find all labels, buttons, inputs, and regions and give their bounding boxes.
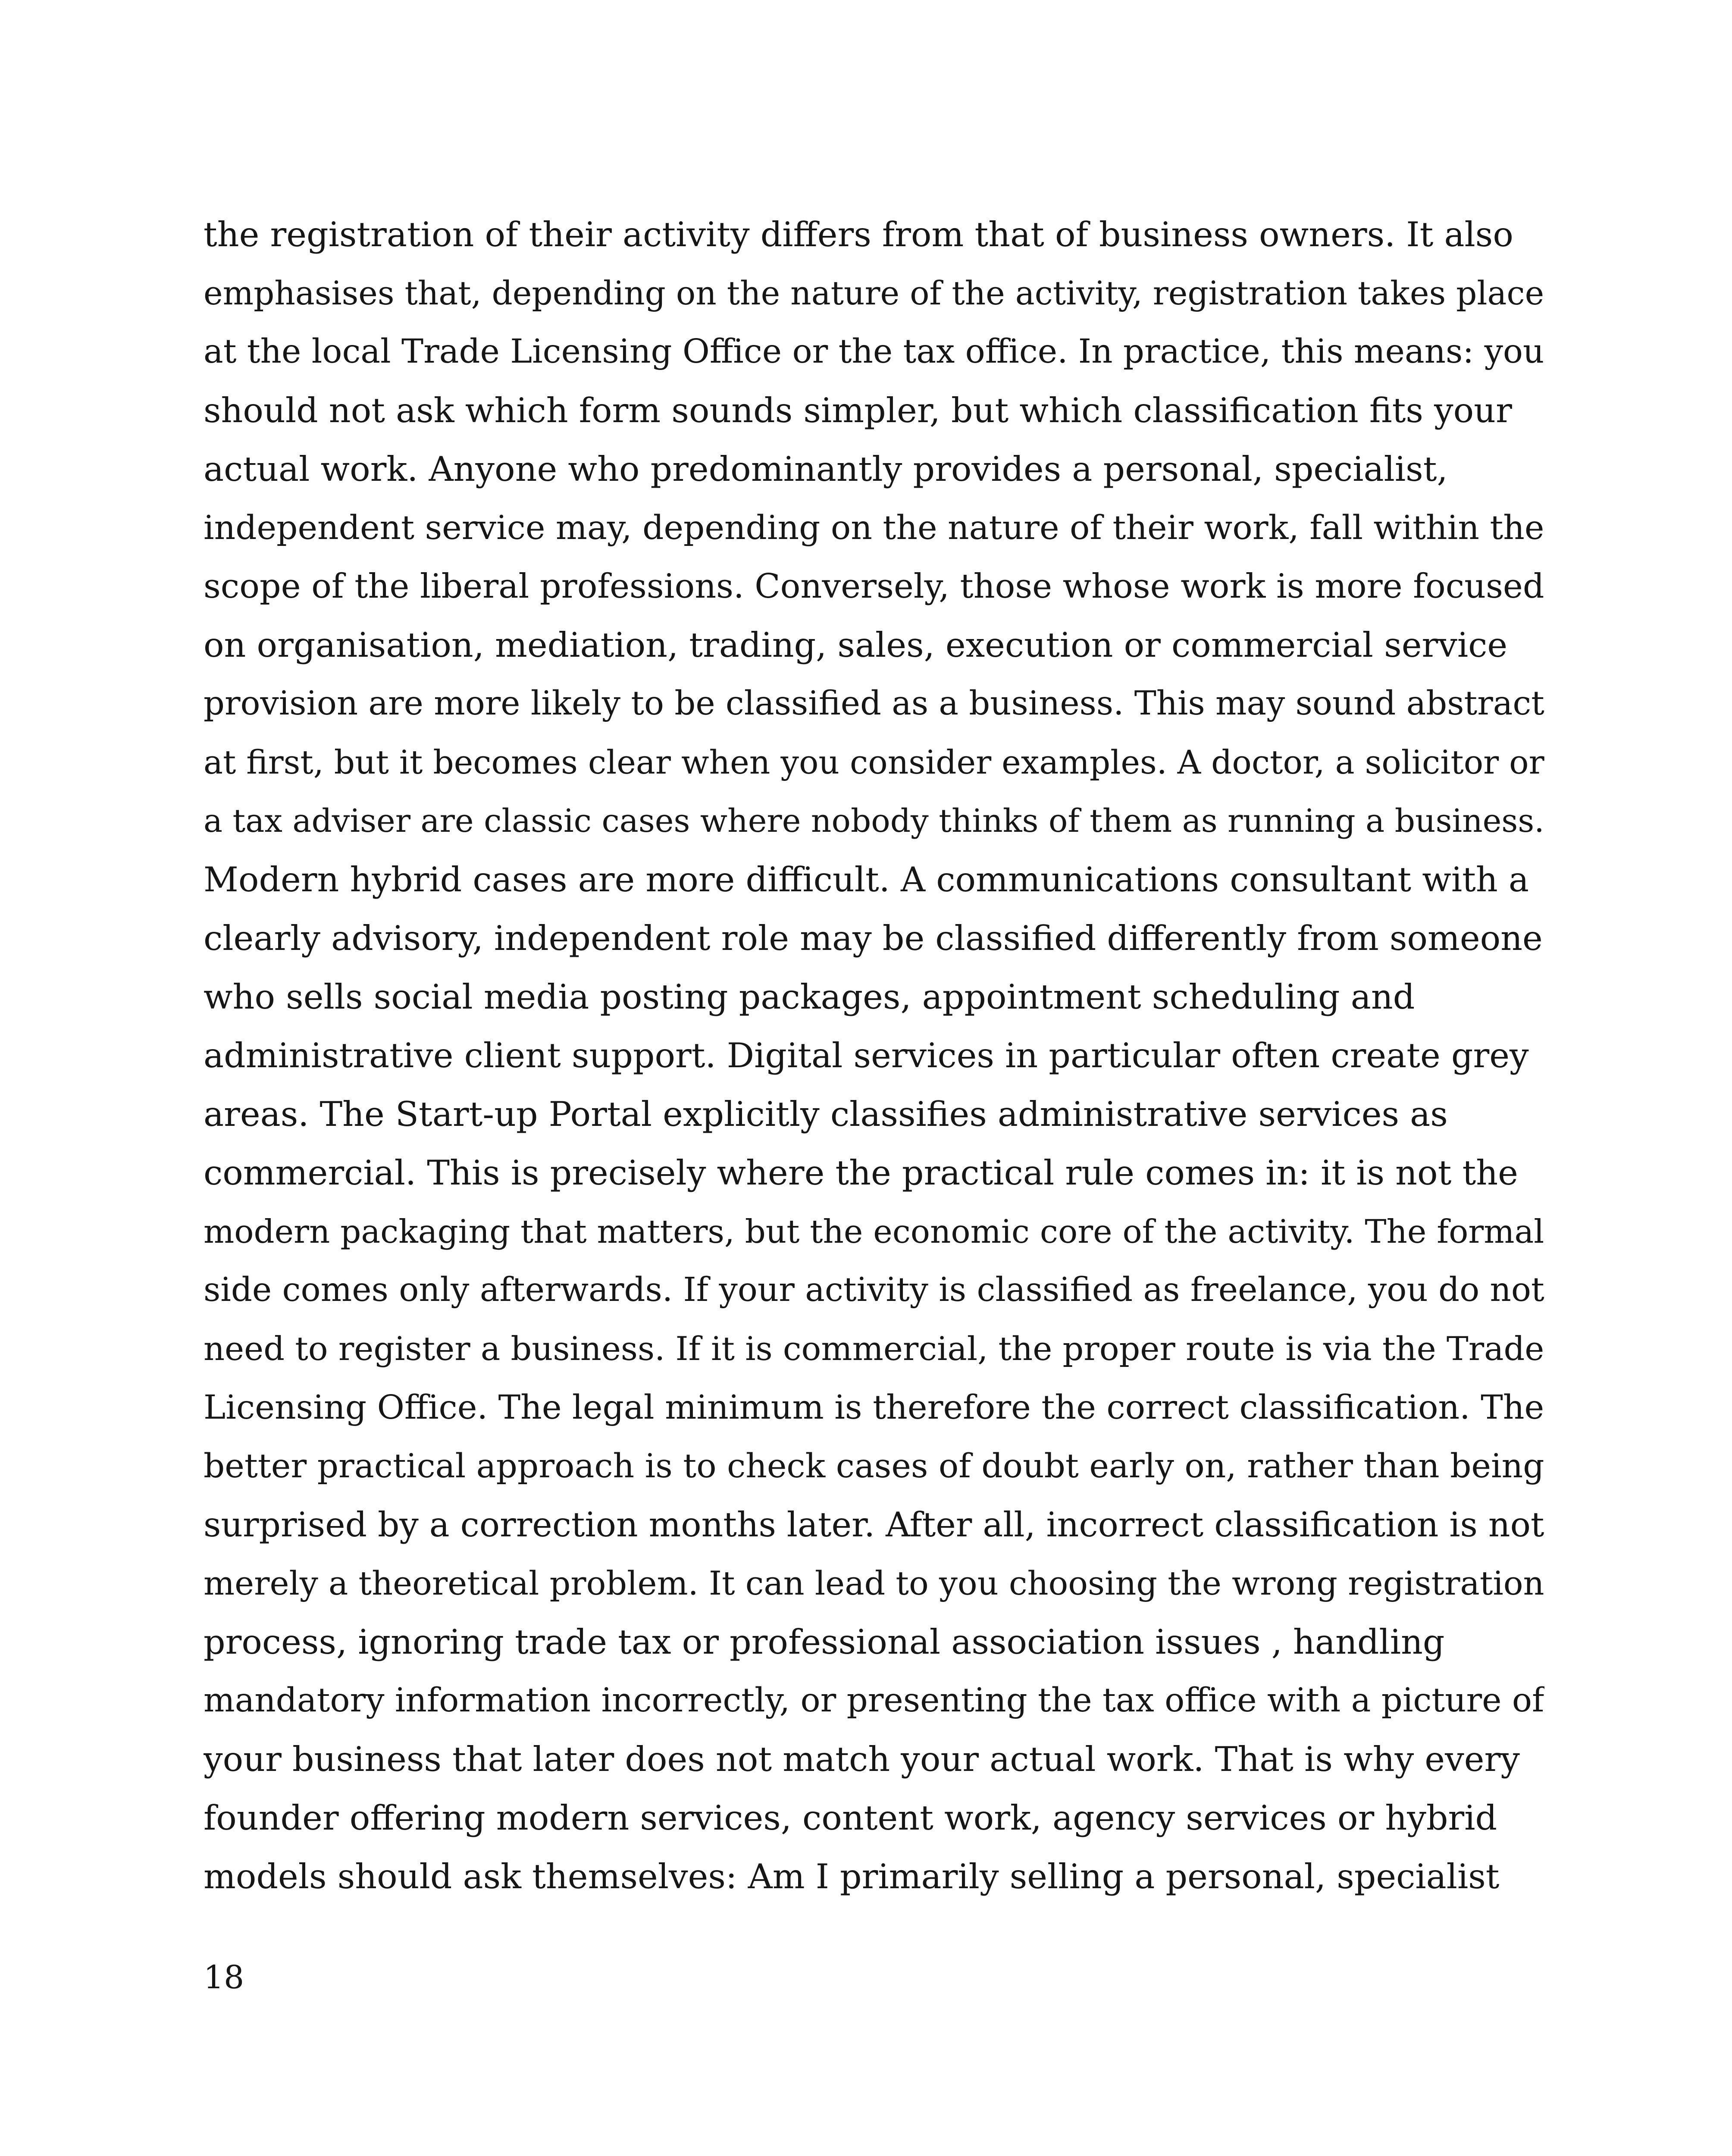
text-line: provision are more likely to be classified as a business. This may sound abstract: [204, 684, 1544, 723]
text-line: independent service may, depending on the nature of their work, fall within the: [204, 508, 1544, 547]
text-line: modern packaging that matters, but the economic core of the activity. The formal: [204, 1213, 1544, 1250]
text-line: Modern hybrid cases are more difficult. A communications consultant with a: [204, 860, 1529, 899]
text-line: commercial. This is precisely where the practical rule comes in: it is not the: [204, 1153, 1518, 1193]
text-line: areas. The Start-up Portal explicitly classifies administrative services as: [204, 1094, 1448, 1134]
text-line: clearly advisory, independent role may be classified differently from someone: [204, 918, 1543, 958]
text-line: the registration of their activity differs from that of business owners. It also: [204, 215, 1513, 254]
text-line: actual work. Anyone who predominantly provides a personal, specialist,: [204, 449, 1448, 489]
text-line: better practical approach is to check cases of doubt early on, rather than being: [204, 1447, 1544, 1485]
text-line: Licensing Office. The legal minimum is therefore the correct classification. The: [204, 1388, 1544, 1427]
text-line: on organisation, mediation, trading, sales, execution or commercial service: [204, 625, 1508, 665]
text-line: merely a theoretical problem. It can lead to you choosing the wrong registration: [204, 1564, 1544, 1602]
text-line: models should ask themselves: Am I primarily selling a personal, specialist: [204, 1857, 1500, 1896]
text-line: need to register a business. If it is commercial, the proper route is via the Trade: [204, 1329, 1544, 1368]
text-line: administrative client support. Digital services in particular often create grey: [204, 1036, 1529, 1075]
text-line: process, ignoring trade tax or professional association issues , handling: [204, 1622, 1445, 1662]
text-line: should not ask which form sounds simpler, but which classification fits your: [204, 391, 1512, 430]
text-line: side comes only afterwards. If your activity is classified as freelance, you do not: [204, 1271, 1544, 1309]
text-line: your business that later does not match your actual work. That is why every: [204, 1739, 1520, 1779]
text-line: at first, but it becomes clear when you consider examples. A doctor, a solicitor or: [204, 743, 1544, 781]
text-line: a tax adviser are classic cases where nobody thinks of them as running a business.: [204, 802, 1544, 840]
text-line: surprised by a correction months later. After all, incorrect classification is not: [204, 1505, 1544, 1545]
text-line: at the local Trade Licensing Office or the tax office. In practice, this means: you: [204, 332, 1544, 371]
text-line: emphasises that, depending on the nature of the activity, registration takes place: [204, 274, 1544, 312]
body-text: [204, 205, 1544, 1930]
text-line: who sells social media posting packages, appointment scheduling and: [204, 977, 1415, 1017]
page-number: 18: [204, 1959, 244, 1996]
text-line: mandatory information incorrectly, or presenting the tax office with a picture of: [204, 1681, 1544, 1720]
text-line: scope of the liberal professions. Conversely, those whose work is more focused: [204, 567, 1544, 606]
text-line: founder offering modern services, content work, agency services or hybrid: [204, 1798, 1497, 1838]
